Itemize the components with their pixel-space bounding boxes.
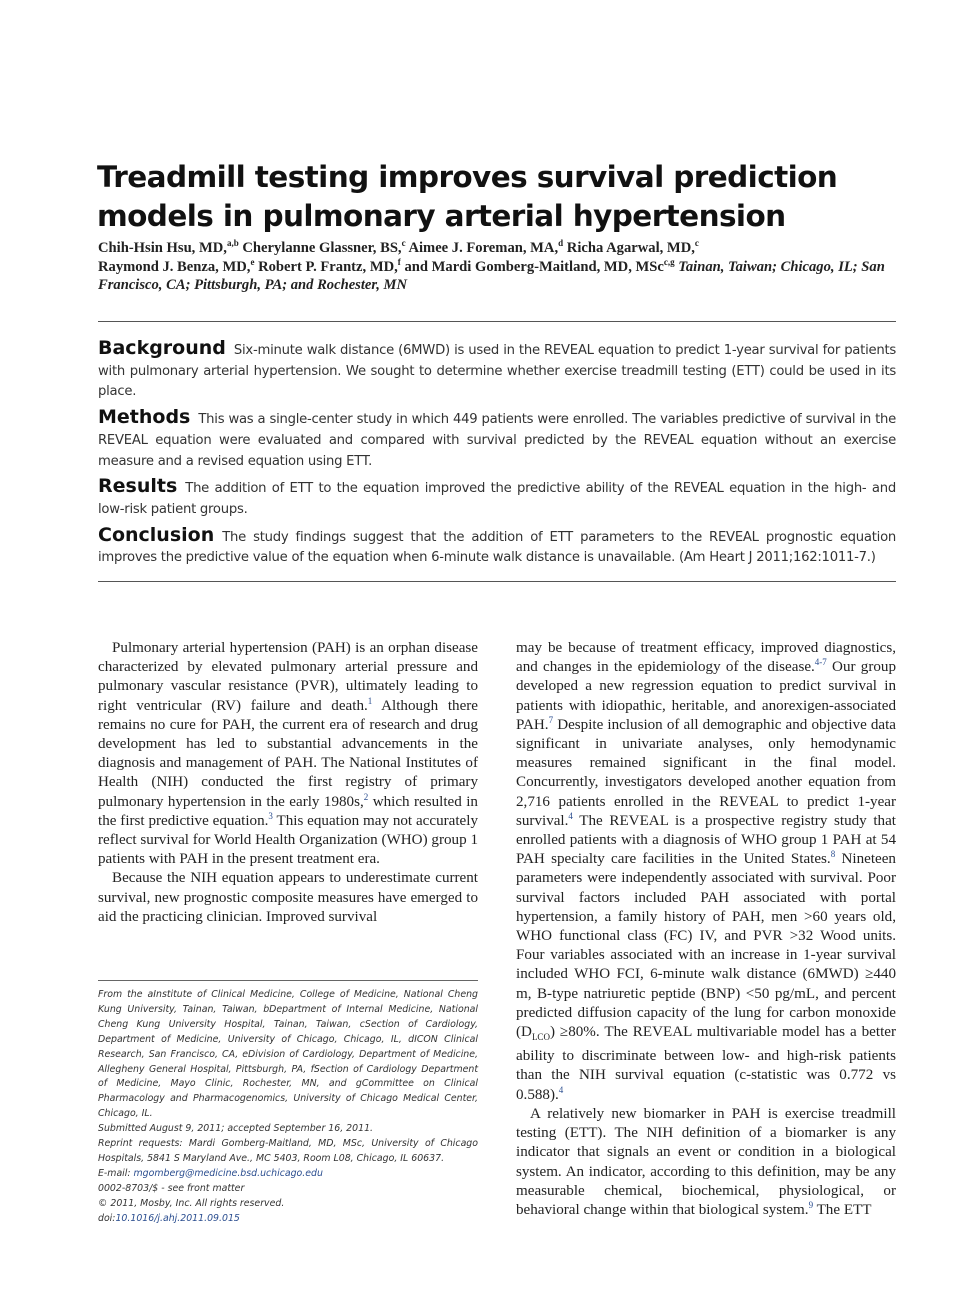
author-locations: Tainan, Taiwan; Chicago, IL; San Francisco, CA; Pittsburgh, PA; and Rochester, MN [98,258,885,293]
abstract-bottom-rule [98,581,896,582]
abstract [98,338,896,573]
body-paragraph: Pulmonary arterial hypertension (PAH) is an orphan disease characterized by elevated pulmonary arterial pressure and pulmonary vascular resistance (PVR), ultimately leading to right ventricular (RV) failure and death.$^1$ Although there remains no cure for PAH, the current era of research and drug development has led to substantial advancements in the diagnosis and management of PAH. The National Institutes of Health (NIH) conducted the first registry of primary pulmonary hypertension in the early 1980s,$^2$ which resulted in the first predictive equation.$^3$ This equation may not accurately reflect survival for World Health Organization (WHO) group 1 patients with PAH in the present treatment era. [98,640,478,868]
abstract-background [98,338,896,403]
citation-link[interactable]: 2 [363,791,369,802]
abstract-text: The study findings suggest that the addition of ETT parameters to the REVEAL prognostic equation improves the predictive value of the equation when 6-minute walk distance is unavailable. (Am Heart J 2011;162:1011-7.) [98,529,896,566]
affiliation-mark: c [694,238,699,249]
body-paragraph: may be because of treatment efficacy, improved diagnostics, and changes in the epidemiology of the disease.$^{4-7}$ Our group developed a new regression equation to predict survival in patients with idiopathic, heritable, and anorexigen-associated PAH.$^7$ Despite inclusion of all demographic and objective data significant in univariate analyses, only hemodynamic measures remained significant in the final model. Concurrently, investigators developed another equation from 2,716 patients enrolled in the REVEAL to predict 1-year survival.$^4$ The REVEAL is a prospective registry study that enrolled patients with a diagnosis of WHO group 1 PAH at 54 PAH specialty care facilities in the United States.$^8$ Nineteen parameters were independently associated with survival. Poor survival factors included PAH associated with portal hypertension, a family history of PAH, men >60 years old, WHO functional class (FC) IV, and PVR >32 Wood units. Four variables associated with an increase in 1-year survival included WHO FCI, 6-minute walk distance (6MWD) ≥440 m, B-type natriuretic peptide (BNP) <50 pg/mL, and percent predicted diffusion capacity of the lung for carbon monoxide $(D_{LCO}) \ge 80\%$. The REVEAL multivariable model has a better ability to discriminate between low- and high-risk patients than the NIH survival equation (c-statistic was 0.772 vs 0.588).$^4$ [516,640,897,1103]
affiliations: From the aInstitute of Clinical Medicine, College of Medicine, National Cheng Kung University, Tainan, Taiwan, bDepartment of Internal Medicine, National Cheng Kung University Hospital, Tainan, Taiwan, cSection of Cardiology, Department of Medicine, University of Chicago, Chicago, IL, dICON Clinical Research, San Francisco, CA, eDivision of Cardiology, Department of Medicine, Allegheny General Hospital, Pittsburgh, PA, fSection of Cardiology Department of Medicine, Mayo Clinic, Rochester, MN, and gCommittee on Clinical Pharmacology and Pharmacogenomics, University of Chicago Medical Center, Chicago, IL. [98,989,478,1120]
affiliation-mark: c [401,238,406,249]
citation-link[interactable]: 4 [568,810,573,821]
author[interactable]: Robert P. Frantz, MD, [258,258,398,275]
citation-link[interactable]: 8 [830,849,836,860]
abstract-results [98,476,896,520]
author[interactable]: Aimee J. Foreman, MA, [408,240,559,256]
abstract-methods [98,407,896,472]
body-left-column [98,639,478,927]
abstract-text: Six-minute walk distance (6MWD) is used in the REVEAL equation to predict 1-year survival for patients with pulmonary arterial hypertension. We sought to determine whether exercise treadmill testing (ETT) could be used in its place. [98,343,896,400]
author[interactable]: Richa Agarwal, MD, [566,240,695,256]
body-right-column [516,639,896,1220]
citation-link[interactable]: 3 [268,810,273,821]
abstract-heading: Results [98,475,178,498]
abstract-text: The addition of ETT to the equation improved the predictive ability of the REVEAL equation in the high- and low-risk patient groups. [98,481,896,517]
article-footnote [98,988,478,1227]
affiliation-mark: a,b [226,238,239,249]
footnote-rule [98,980,478,981]
citation-link[interactable]: 7 [548,714,554,725]
affiliation-mark: e [250,256,255,267]
abstract-conclusion [98,525,896,569]
abstract-text: This was a single-center study in which 449 patients were enrolled. The variables predictive of survival in the REVEAL equation were evaluated and compared with survival predicted by the REVEAL equation without an exercise measure and a revised equation using ETT. [98,412,896,469]
abstract-heading: Background [98,337,226,359]
affiliation-mark: f [397,256,401,267]
doi-link[interactable]: 10.1016/j.ahj.2011.09.015 [115,1212,240,1224]
reprint-requests: Reprint requests: Mardi Gomberg-Maitland, MD, MSc, University of Chicago Hospitals, 5841 S Maryland Ave., MC 5403, Room L08, Chicago, IL 60637. [98,1138,478,1164]
body-paragraph: Because the NIH equation appears to underestimate current survival, new prognostic composite measures have emerged to aid the practicing clinician. Improved survival [98,870,478,925]
email-line: E-mail: mgomberg@medicine.bsd.uchicago.edu [98,1167,323,1179]
affiliation-mark: c,g [663,256,675,267]
author[interactable]: Raymond J. Benza, MD, [98,258,251,275]
abstract-heading: Methods [98,406,191,429]
author[interactable]: Cherylanne Glassner, BS, [242,240,402,256]
abstract-heading: Conclusion [98,523,215,546]
author[interactable]: Chih-Hsin Hsu, MD, [98,240,227,256]
author[interactable]: and Mardi Gomberg-Maitland, MD, MSc [404,258,664,275]
issn-line: 0002-8703/$ - see front matter [98,1182,245,1194]
citation-link[interactable]: 4 [558,1084,564,1095]
doi-line: doi:10.1016/j.ahj.2011.09.015 [98,1212,240,1224]
subscript: LCO [531,1032,550,1043]
article-title: Treadmill testing improves survival prediction models in pulmonary arterial hypertension [97,160,838,233]
body-paragraph: A relatively new biomarker in PAH is exercise treadmill testing (ETT). The NIH definition of a biomarker is any indicator that signals an event or condition in a biological system. An indicator, according to this definition, may be any measurable chemical, biochemical, physiological, or behavioral change within that biological system.$^9$ The ETT [516,1105,896,1218]
citation-link[interactable]: 1 [367,695,373,706]
affiliation-mark: d [558,238,564,249]
author-list [98,239,898,295]
citation-link[interactable]: 9 [808,1199,814,1210]
copyright-line: © 2011, Mosby, Inc. All rights reserved. [98,1197,285,1209]
email-link[interactable]: mgomberg@medicine.bsd.uchicago.edu [133,1167,323,1179]
citation-link[interactable]: 4-7 [814,657,827,668]
abstract-top-rule [98,321,896,322]
submission-dates: Submitted August 9, 2011; accepted September 16, 2011. [98,1123,374,1135]
